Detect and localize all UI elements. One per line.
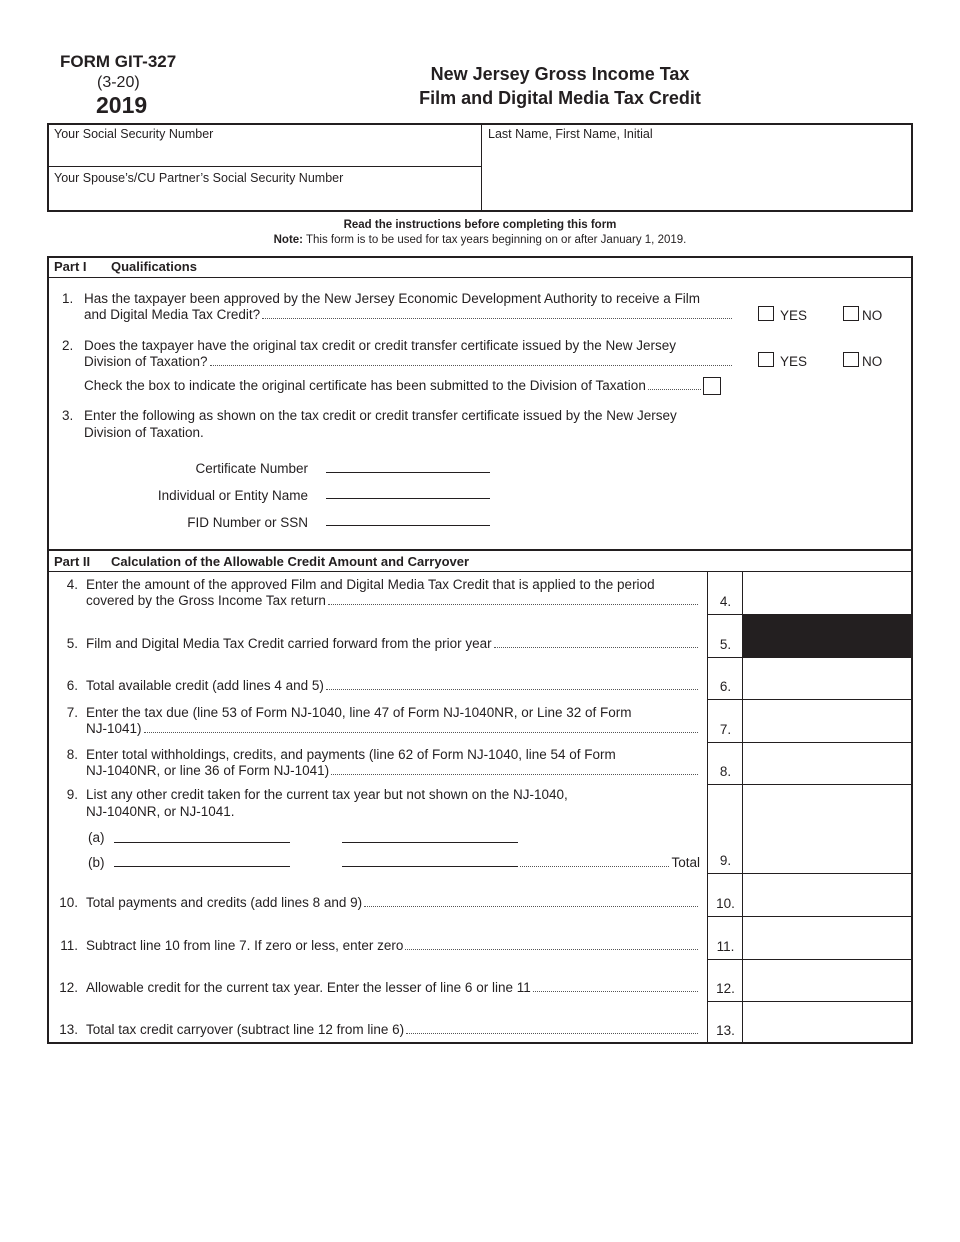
line-4-amount-field[interactable] [745,574,910,612]
line-text-2: NJ-1040NR, or NJ-1041. [86,804,235,819]
fid-ssn-field[interactable] [326,525,490,526]
line-6-amount-field[interactable] [745,659,910,697]
q2-no-label: NO [862,354,883,369]
line-text-2: Allowable credit for the current tax year. Enter the lesser of line 6 or line 11 [86,980,698,995]
line-number: 11. [60,938,78,953]
q2-text-line2: Division of Taxation? [84,354,732,369]
line-number: 5. [66,636,78,651]
form-title-line1: New Jersey Gross Income Tax [430,64,690,84]
line-text: List any other credit taken for the current tax year but not shown on the NJ-1040, [86,787,568,802]
line9b-label: (b) [88,855,105,870]
line-text-2: Total tax credit carryover (subtract line 12 from line 6) [86,1022,698,1037]
line-box-number: 6. [719,679,732,694]
instructions-heading: Read the instructions before completing this form [343,219,617,231]
line9a-label: (a) [88,830,105,845]
line-7-amount-field[interactable] [745,701,910,740]
line-box-number: 7. [719,722,732,737]
spouse-ssn-label: Your Spouse’s/CU Partner’s Social Security Number [54,171,344,185]
line-text: Enter the tax due (line 53 of Form NJ-1040, line 47 of Form NJ-1040NR, or Line 32 of Form [86,705,632,720]
line-box-number: 9. [719,853,732,868]
line-text-2: NJ-1040NR, or line 36 of Form NJ-1041) [86,763,698,778]
q1-no-checkbox[interactable] [843,306,859,321]
certificate-number-field[interactable] [326,472,490,473]
form-revision: (3-20) [97,74,140,91]
form-id: FORM GIT-327 [60,52,177,71]
line-box-number: 13. [716,1023,735,1038]
q2-yes-checkbox[interactable] [758,352,774,367]
name-label: Last Name, First Name, Initial [488,127,653,141]
line9b-credit-name[interactable] [114,866,290,867]
line9b-credit-amount[interactable] [342,866,518,867]
part2-label: Part II [54,554,91,569]
line-text-2: NJ-1041) [86,721,698,736]
line-box-number: 12. [716,981,735,996]
line-number: 4. [66,577,78,592]
line-box-number: 10. [716,896,735,911]
certificate-number-label: Certificate Number [195,461,308,476]
line-box-number: 11. [716,939,735,954]
line-number: 8. [66,747,78,762]
q2-submitted-text: Check the box to indicate the original certificate has been submitted to the Division of Taxation [84,378,701,393]
line-10-amount-field[interactable] [745,875,910,914]
entity-name-label: Individual or Entity Name [157,488,308,503]
line9a-credit-name[interactable] [114,842,290,843]
form-title-line2: Film and Digital Media Tax Credit [419,88,701,108]
q1-yes-label: YES [780,308,808,323]
line-text-2: Subtract line 10 from line 7. If zero or less, enter zero [86,938,698,953]
part1-title: Qualifications [111,259,197,274]
line9-total: Total [520,855,700,870]
q1-number: 1. [62,291,74,306]
line-8-amount-field[interactable] [745,744,910,782]
line-box-number: 5. [719,637,732,652]
line-number: 6. [66,678,78,693]
q2-no-checkbox[interactable] [843,352,859,367]
q1-text: Has the taxpayer been approved by the New Jersey Economic Development Authority to receive a Film [84,291,701,306]
line-text: Enter the amount of the approved Film and Digital Media Tax Credit that is applied to the period [86,577,655,592]
line5-shaded-box [743,615,912,657]
name-field[interactable] [485,143,909,209]
line9a-credit-amount[interactable] [342,842,518,843]
line-text-2: Total payments and credits (add lines 8 and 9) [86,895,698,910]
part1-label: Part I [54,259,87,274]
line-text-2: Film and Digital Media Tax Credit carried forward from the prior year [86,636,698,651]
q3-text-line2: Division of Taxation. [84,425,204,440]
line-number: 10. [59,895,78,910]
fid-ssn-label: FID Number or SSN [187,515,308,530]
q1-no-label: NO [862,308,883,323]
q2-yes-label: YES [780,354,808,369]
spouse-ssn-field[interactable] [50,187,478,209]
q3-text: Enter the following as shown on the tax credit or credit transfer certificate issued by the New Jersey [84,408,677,423]
line-box-number: 4. [719,594,732,609]
line-9-amount-field[interactable] [745,786,910,871]
line-number: 12. [59,980,78,995]
certificate-submitted-checkbox[interactable] [703,377,721,395]
line-13-amount-field[interactable] [745,1003,910,1041]
part2-title: Calculation of the Allowable Credit Amount and Carryover [111,554,470,569]
line-box-number: 8. [719,764,732,779]
q2-text: Does the taxpayer have the original tax credit or credit transfer certificate issued by the New Jersey [84,338,677,353]
line-number: 13. [59,1022,78,1037]
line-text: Enter total withholdings, credits, and payments (line 62 of Form NJ-1040, line 54 of Form [86,747,616,762]
q3-number: 3. [62,408,74,423]
q1-text-line2: and Digital Media Tax Credit? [84,307,732,322]
line-12-amount-field[interactable] [745,961,910,999]
line-number: 9. [66,787,78,802]
ssn-field[interactable] [50,143,478,165]
line-text-2: covered by the Gross Income Tax return [86,593,698,608]
line-text-2: Total available credit (add lines 4 and 5) [86,678,698,693]
line-11-amount-field[interactable] [745,918,910,957]
entity-name-field[interactable] [326,498,490,499]
ssn-label: Your Social Security Number [54,127,214,141]
q1-yes-checkbox[interactable] [758,306,774,321]
instructions-note: Note: This form is to be used for tax years beginning on or after January 1, 2019. [273,234,687,246]
line-number: 7. [66,705,78,720]
form-year: 2019 [96,92,148,118]
q2-number: 2. [62,338,74,353]
